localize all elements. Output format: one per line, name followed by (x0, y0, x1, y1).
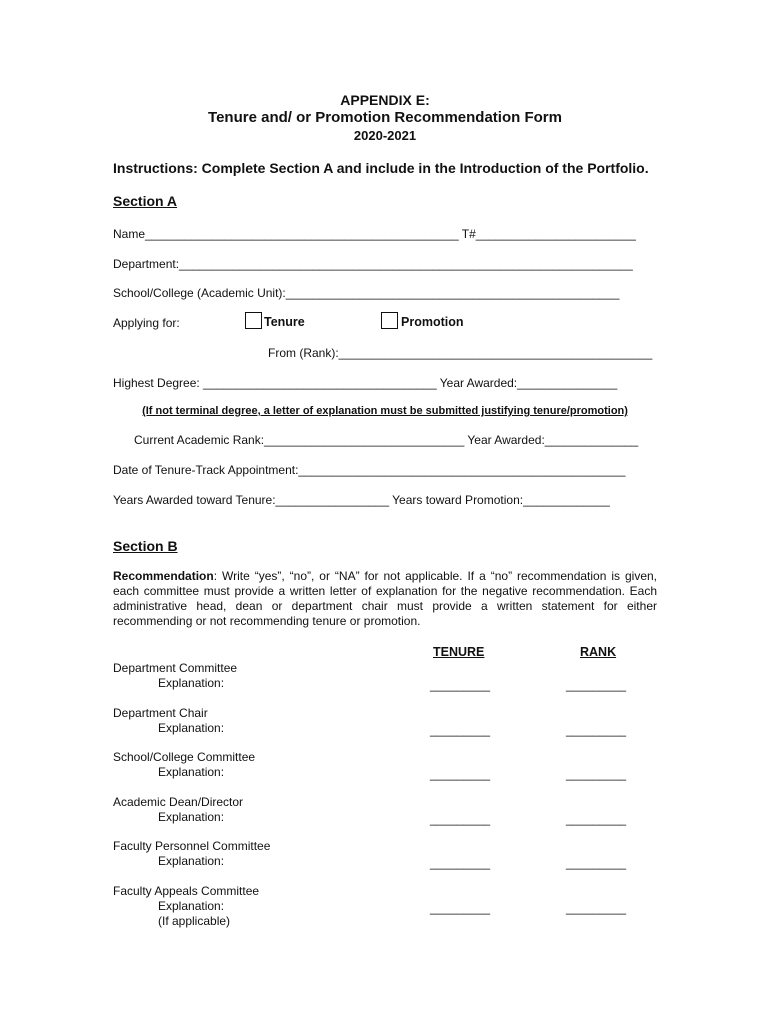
terminal-degree-note: (If not terminal degree, a letter of explanation must be submitted justifying tenure/promotion) (142, 405, 628, 417)
recommendation-text: : Write “yes”, “no”, or “NA” for not applicable. If a “no” recommendation is given, each committee must provide a written letter of explanation for the negative recommendation. Each administrative head, dean or department chair must provide a written statement for either recommending or not recommending tenure or promotion. (113, 569, 657, 628)
recommendation-paragraph (113, 569, 657, 629)
applying-for-label: Applying for: (113, 316, 180, 330)
tenure-blank-school-committee[interactable]: _________ (430, 767, 491, 781)
form-title: Tenure and/ or Promotion Recommendation Form (208, 109, 562, 126)
row-name-school-committee: School/College Committee (113, 750, 256, 764)
rank-blank-academic-dean[interactable]: _________ (566, 812, 627, 826)
current-rank-field[interactable]: Current Academic Rank:______________________________ Year Awarded:______________ (134, 433, 639, 447)
appointment-date-field[interactable]: Date of Tenure-Track Appointment:_________________________________________________ (113, 463, 626, 477)
row-name-faculty-personnel-committee: Faculty Personnel Committee (113, 839, 271, 853)
instructions-text: Instructions: Complete Section A and include in the Introduction of the Portfolio. (113, 160, 649, 176)
row-name-faculty-appeals-committee: Faculty Appeals Committee (113, 884, 260, 898)
row-explanation-label: Explanation: (158, 765, 225, 779)
tenure-blank-faculty-appeals-committee[interactable]: _________ (430, 901, 491, 915)
years-awarded-field[interactable]: Years Awarded toward Tenure:_________________ Years toward Promotion:_____________ (113, 493, 610, 507)
tenure-blank-department-committee[interactable]: _________ (430, 678, 491, 692)
rank-blank-school-committee[interactable]: _________ (566, 767, 627, 781)
tenure-checkbox-label: Tenure (264, 315, 305, 329)
row-explanation-label: Explanation: (158, 899, 225, 913)
row-explanation-label: Explanation: (158, 810, 225, 824)
form-year: 2020-2021 (353, 128, 417, 143)
row-explanation-label: Explanation: (158, 721, 225, 735)
appendix-heading: APPENDIX E: (340, 92, 430, 108)
rank-blank-department-chair[interactable]: _________ (566, 723, 627, 737)
school-field[interactable]: School/College (Academic Unit):__________________________________________________ (113, 286, 620, 300)
row-applicable-note: (If applicable) (158, 914, 231, 928)
rank-blank-faculty-personnel-committee[interactable]: _________ (566, 856, 627, 870)
promotion-checkbox[interactable] (381, 312, 398, 329)
tenure-blank-academic-dean[interactable]: _________ (430, 812, 491, 826)
row-name-department-chair: Department Chair (113, 706, 208, 720)
row-name-academic-dean: Academic Dean/Director (113, 795, 244, 809)
row-name-department-committee: Department Committee (113, 661, 238, 675)
promotion-checkbox-label: Promotion (401, 315, 464, 329)
rank-column-header: RANK (580, 645, 617, 659)
from-rank-field[interactable]: From (Rank):_______________________________________________ (268, 346, 653, 360)
highest-degree-field[interactable]: Highest Degree: ___________________________________ Year Awarded:_______________ (113, 376, 618, 390)
name-field[interactable]: Name_______________________________________________ T#________________________ (113, 227, 636, 241)
rank-blank-department-committee[interactable]: _________ (566, 678, 627, 692)
tenure-column-header: TENURE (433, 645, 485, 659)
tenure-checkbox[interactable] (245, 312, 262, 329)
row-explanation-label: Explanation: (158, 854, 225, 868)
rank-blank-faculty-appeals-committee[interactable]: _________ (566, 901, 627, 915)
recommendation-label: Recommendation (113, 569, 214, 583)
row-explanation-label: Explanation: (158, 676, 225, 690)
section-a-heading: Section A (113, 193, 178, 209)
tenure-blank-department-chair[interactable]: _________ (430, 723, 491, 737)
department-field[interactable]: Department:____________________________________________________________________ (113, 257, 633, 271)
section-b-heading: Section B (113, 538, 178, 554)
tenure-blank-faculty-personnel-committee[interactable]: _________ (430, 856, 491, 870)
